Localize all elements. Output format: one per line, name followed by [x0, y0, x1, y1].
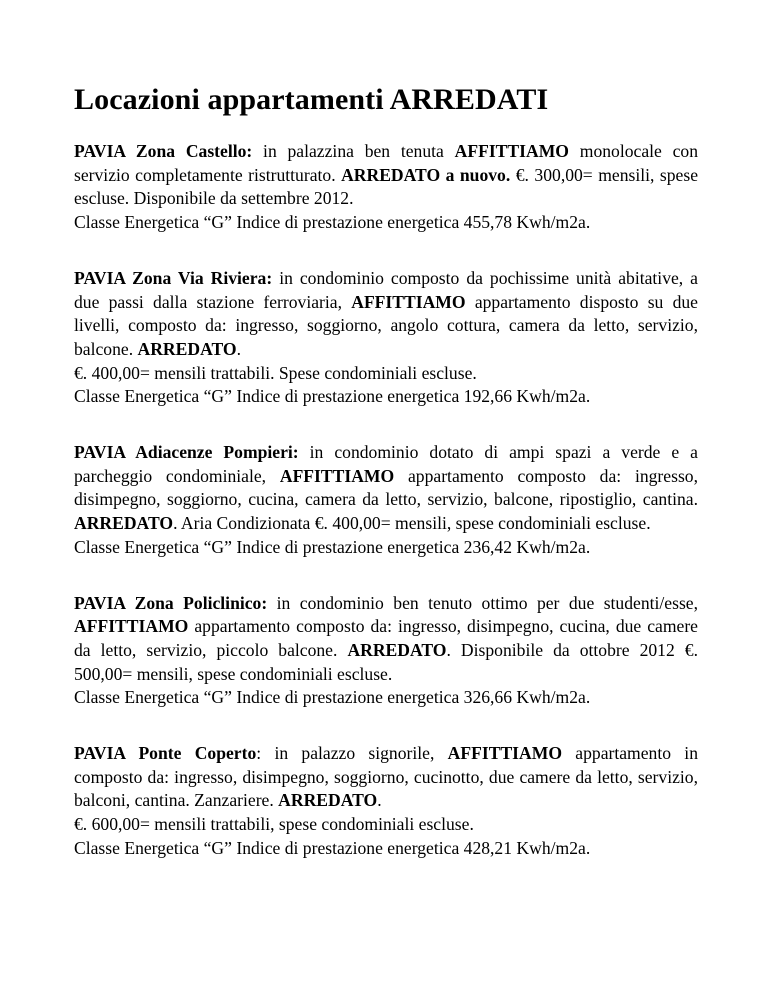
listing-bold-text: ARREDATO a nuovo.	[341, 164, 511, 185]
listing-description	[74, 441, 698, 536]
listing-text: .	[236, 338, 241, 359]
listing-bold-text: AFFITTIAMO	[351, 291, 466, 312]
listing-bold-text: ARREDATO	[278, 790, 378, 811]
listing-text: : in palazzo signorile,	[256, 743, 448, 764]
listing-text: in condominio ben tenuto ottimo per due studenti/esse,	[267, 592, 699, 613]
listing-text: appartamento composto da: ingresso, disimpegno, soggiorno, cucina, camera da letto, servizio, balcone, ripostiglio, cantina.	[74, 465, 698, 510]
listing-bold-text: PAVIA Ponte Coperto	[74, 743, 257, 764]
listing-text: appartamento composto da: ingresso, disimpegno, cucina, due camere da letto, servizio, piccolo balcone.	[74, 616, 698, 660]
listing-bold-text: PAVIA Zona Policlinico:	[74, 592, 268, 613]
energy-class-line: Classe Energetica “G” Indice di prestazione energetica 428,21 Kwh/m2a.	[74, 837, 591, 858]
listing-bold-text: ARREDATO	[347, 639, 447, 660]
energy-class-line: Classe Energetica “G” Indice di prestazione energetica 192,66 Kwh/m2a.	[74, 386, 591, 407]
listing-text: appartamento disposto su due livelli, composto da: ingresso, soggiorno, angolo cottura, camera da letto, servizio, balcone.	[74, 291, 698, 359]
listing-description	[74, 140, 698, 211]
listing-block	[74, 742, 698, 861]
listing-block	[74, 441, 698, 560]
listing-text: . Aria Condizionata €. 400,00= mensili, spese condominiali escluse.	[173, 513, 651, 534]
listings-container	[74, 140, 698, 861]
listing-text: €. 300,00= mensili, spese escluse. Disponibile da settembre 2012.	[74, 164, 699, 209]
energy-class-line: Classe Energetica “G” Indice di prestazione energetica 326,66 Kwh/m2a.	[74, 687, 591, 708]
listing-block	[74, 140, 698, 235]
listing-text: . Disponibile da ottobre 2012 €. 500,00= mensili, spese condominiali escluse.	[74, 639, 698, 684]
listing-bold-text: PAVIA Adiacenze Pompieri:	[74, 442, 299, 463]
listing-bold-text: AFFITTIAMO	[279, 465, 395, 486]
listing-text: monolocale con servizio completamente ristrutturato.	[74, 141, 699, 185]
listing-text: €. 600,00= mensili trattabili, spese condominiali escluse.	[74, 814, 474, 835]
page-title: Locazioni appartamenti ARREDATI	[74, 83, 549, 116]
energy-class-line: Classe Energetica “G” Indice di prestazione energetica 236,42 Kwh/m2a.	[74, 536, 591, 557]
listing-bold-text: AFFITTIAMO	[447, 743, 563, 764]
listing-bold-text: AFFITTIAMO	[74, 616, 189, 637]
listing-text: in palazzina ben tenuta	[252, 141, 455, 161]
energy-class-line: Classe Energetica “G” Indice di prestazione energetica 455,78 Kwh/m2a.	[74, 212, 591, 233]
listing-bold-text: PAVIA Zona Via Riviera:	[74, 267, 273, 288]
listing-bold-text: ARREDATO	[137, 338, 237, 359]
listing-block	[74, 592, 698, 711]
listing-bold-text: PAVIA Zona Castello:	[74, 141, 253, 161]
listing-text: in condominio dotato di ampi spazi a verde e a parcheggio condominiale,	[74, 442, 698, 486]
listing-description	[74, 742, 698, 837]
listing-description	[74, 267, 698, 386]
listing-bold-text: ARREDATO	[74, 513, 174, 534]
listing-text: in condominio composto da pochissime unità abitative, a due passi dalla stazione ferroviaria,	[74, 267, 698, 312]
listing-block	[74, 267, 698, 409]
listing-description	[74, 592, 698, 687]
listing-text: appartamento in composto da: ingresso, disimpegno, soggiorno, cucinotto, due camere da letto, servizio, balconi, cantina. Zanzariere.	[74, 743, 698, 811]
document-page	[74, 78, 698, 893]
listing-text: €. 400,00= mensili trattabili. Spese condominiali escluse.	[74, 362, 477, 383]
listing-text: .	[377, 790, 382, 811]
listing-bold-text: AFFITTIAMO	[454, 141, 569, 161]
